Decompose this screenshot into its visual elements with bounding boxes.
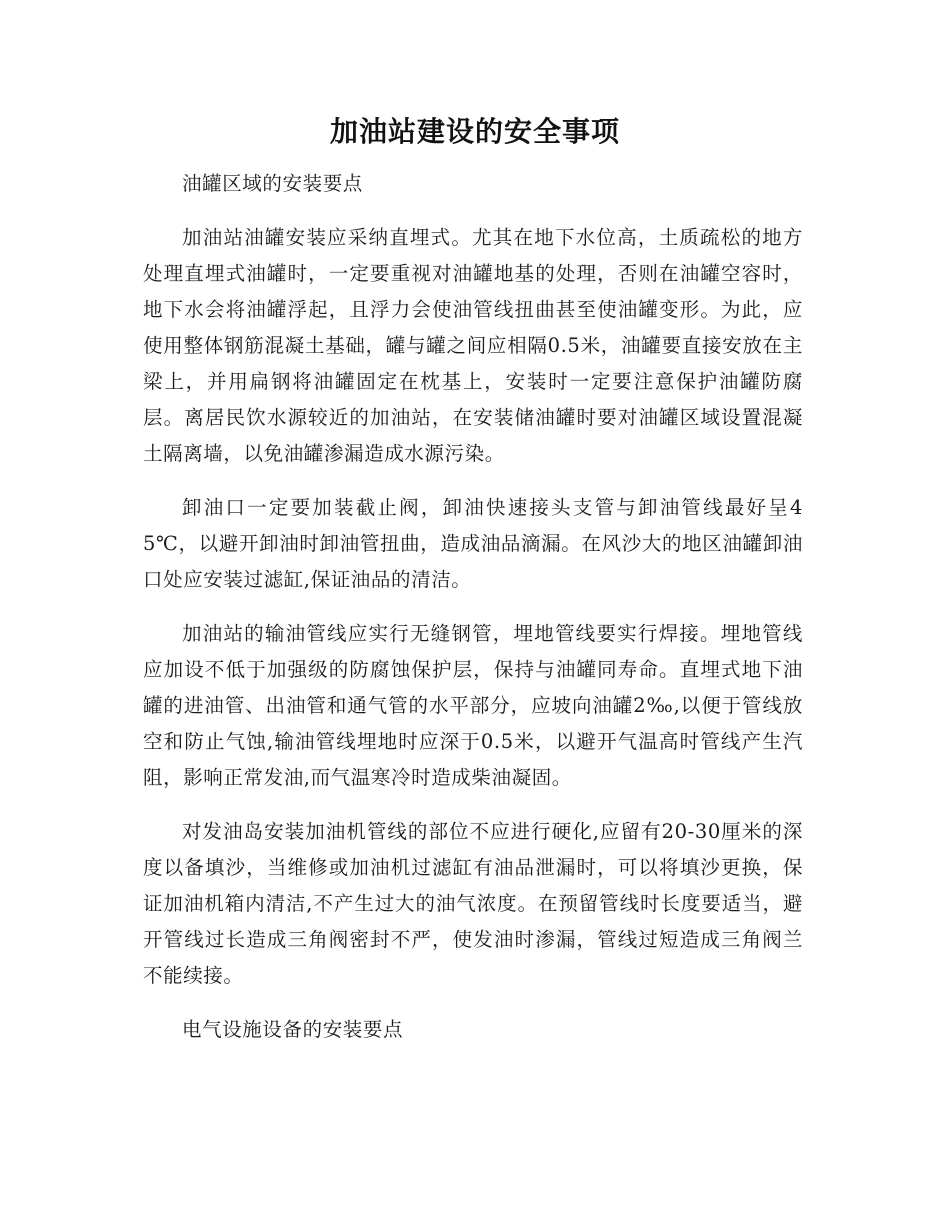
paragraph-pipeline: 加油站的输油管线应实行无缝钢管，埋地管线要实行焊接。埋地管线应加设不低于加强级的防腐蚀保护层，保持与油罐同寿命。直埋式地下油罐的进油管、出油管和通气管的水平部分，应坡向油罐2‰,以便于管线放空和防止气蚀,输油管线埋地时应深于0.5米，以避开气温高时管线产生汽阻，影响正常发油,而气温寒冷时造成柴油凝固。 [143,622,803,789]
paragraph-tank-installation: 加油站油罐安装应采纳直埋式。尤其在地下水位高，土质疏松的地方处理直埋式油罐时，一定要重视对油罐地基的处理，否则在油罐空容时，地下水会将油罐浮起，且浮力会使油管线扭曲甚至使油罐变形。为此，应使用整体钢筋混凝土基础，罐与罐之间应相隔0.5米，油罐要直接安放在主梁上，并用扁钢将油罐固定在枕基上，安装时一定要注意保护油罐防腐层。离居民饮水源较近的加油站，在安装储油罐时要对油罐区域设置混凝土隔离墙，以免油罐渗漏造成水源污染。 [143,226,803,465]
paragraph-dispenser-island: 对发油岛安装加油机管线的部位不应进行硬化,应留有20-30厘米的深度以备填沙，当维修或加油机过滤缸有油品泄漏时，可以将填沙更换，保证加油机箱内清洁,不产生过大的油气浓度。在预留管线时长度要适当，避开管线过长造成三角阀密封不严，使发油时渗漏，管线过短造成三角阀兰不能续接。 [143,820,803,987]
document-body [143,166,803,1066]
section-heading-electrical: 电气设施设备的安装要点 [182,1018,404,1041]
document-title: 加油站建设的安全事项 [329,115,620,148]
section-heading-oil-tank: 油罐区域的安装要点 [182,172,363,195]
paragraph-unloading-port: 卸油口一定要加装截止阀，卸油快速接头支管与卸油管线最好呈45℃，以避开卸油时卸油管扭曲，造成油品滴漏。在风沙大的地区油罐卸油口处应安装过滤缸,保证油品的清洁。 [143,496,803,591]
